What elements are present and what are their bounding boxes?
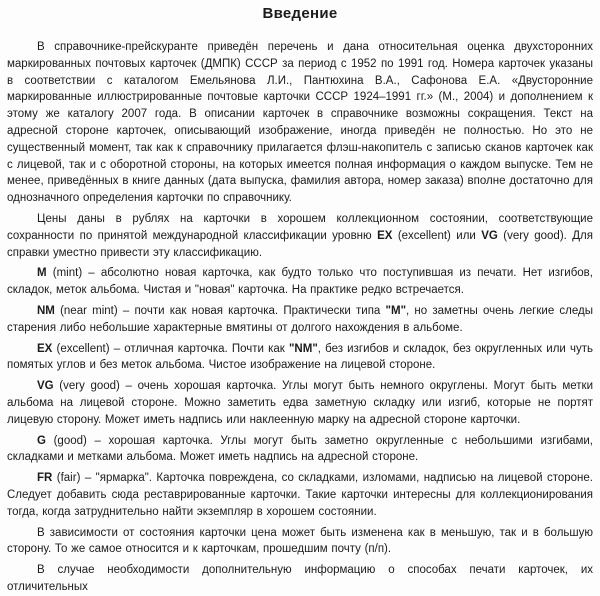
paragraph-price-adjustment	[7, 525, 593, 559]
grade-code-m: M	[37, 267, 47, 280]
paragraph-grade-near-mint	[7, 303, 593, 337]
grade-code-vg: VG	[481, 229, 498, 242]
grade-code-fr: FR	[37, 472, 53, 485]
text-run: (excellent) или	[392, 229, 482, 242]
grade-code-m-ref: "M"	[385, 304, 407, 317]
grade-code-ex: EX	[377, 229, 393, 242]
page-title: Введение	[262, 5, 338, 22]
text-run: , без изгибов и складок, без округленных или чуть помятых углов и без меток альбома. Чистое изображение на лицевой стороне.	[7, 342, 593, 372]
text-run: Цены даны в рублях на карточки в хорошем коллекционном состоянии, соответствующие сохранности по принятой международной классификации уровню	[7, 212, 593, 242]
text-run: В справочнике-прейскуранте приведён перечень и дана относительная оценка двухсторонних маркированных почтовых карточек (ДМПК) СССР за период с 1952 по 1991 год. Номера карточек указаны в соответствии с каталогом Емельянова Л.И., Пантюхина В.А., Сафонова Е.А. «Двусторонние маркированные иллюстрированные почтовые карточки СССР 1924–1991 гг.» (М., 2004) и дополнением к этому же каталогу 2007 года. В описании карточек в справочнике возможны сокращения. Текст на адресной стороне карточек, описывающий изображение, иногда приведён не полностью. Но это не существенный момент, так как к справочнику прилагается флэш-накопитель с записью сканов карточек как с лицевой, так и с оборотной стороны, на которых имеется полная информация о каждом выпуске. Тем не менее, приведённых в книге данных (дата выпуска, фамилия автора, номер заказа) вполне достаточно для однозначного определения карточки по справочнику.	[7, 41, 593, 205]
paragraph-intro	[7, 39, 593, 207]
grade-code-vg: VG	[37, 380, 54, 393]
text-run: , но заметны очень легкие следы старения либо небольшие характерные вмятины от долгого нахождения в альбоме.	[7, 304, 593, 334]
paragraph-pricing	[7, 211, 593, 261]
text-run: (very good) – очень хорошая карточка. Углы могут быть немного округлены. Могут быть метки альбома на лицевой стороне. Можно заметить едва заметную складку или изгиб, которые не портят лицевую сторону. Может иметь надпись или наклеенную марку на адресной стороне карточки.	[7, 380, 593, 426]
paragraph-grade-fair	[7, 470, 593, 520]
paragraph-additional-info	[7, 562, 593, 596]
grade-code-nm-ref: "NM"	[288, 342, 318, 355]
text-run: В случае необходимости дополнительную информацию о способах печати карточек, их отличительных	[7, 564, 593, 593]
grade-code-nm: NM	[37, 304, 55, 317]
text-run: (excellent) – отличная карточка. Почти как	[52, 342, 289, 355]
text-run: (very good). Для справки уместно привести эту классификацию.	[7, 229, 593, 259]
paragraph-grade-excellent	[7, 341, 593, 375]
paragraph-grade-very-good	[7, 378, 593, 428]
paragraph-grade-good	[7, 433, 593, 467]
text-run: (good) – хорошая карточка. Углы могут быть заметно округленные с небольшими изгибами, складками и метками альбома. Может иметь надпись на адресной стороне.	[7, 434, 593, 464]
paragraph-grade-mint	[7, 265, 593, 299]
text-run: (near mint) – почти как новая карточка. Практически типа	[54, 304, 386, 317]
text-run: В зависимости от состояния карточки цена может быть изменена как в меньшую, так и в большую сторону. То же самое относится и к карточкам, прошедшим почту (п/п).	[7, 526, 593, 556]
grade-code-g: G	[37, 434, 46, 447]
grade-code-ex: EX	[37, 342, 53, 355]
text-run: (fair) – "ярмарка". Карточка повреждена, со складками, изломами, надписью на лицевой стороне. Следует добавить сюда реставрированные карточки. Такие карточки интересны для коллекционирования тогда, когда затруднительно найти экземпляр в хорошем состоянии.	[7, 472, 593, 518]
text-run: (mint) – абсолютно новая карточка, как будто только что поступившая из печати. Нет изгибов, складок, меток альбома. Чистая и "новая" карточка. На практике редко встречается.	[7, 267, 593, 297]
